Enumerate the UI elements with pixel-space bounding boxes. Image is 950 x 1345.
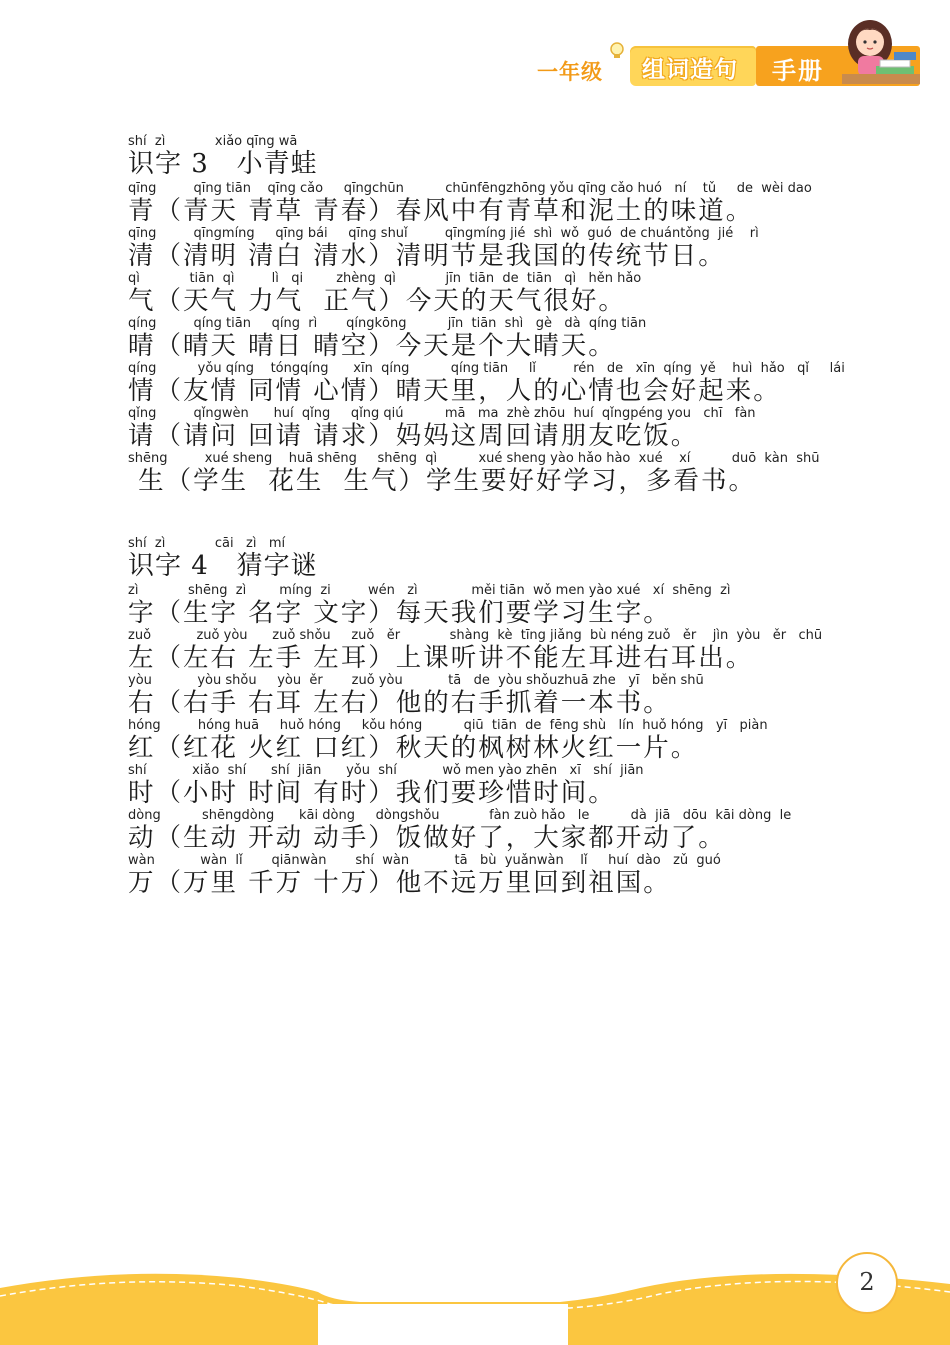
row-hanzi: 红（红花 火红 口红）秋天的枫树林火红一片。 (128, 733, 699, 763)
row-hanzi: 左（左右 左手 左耳）上课听讲不能左耳进右耳出。 (128, 643, 754, 673)
page-header (0, 0, 950, 110)
row-hanzi: 气（天气 力气 正气）今天的天气很好。 (128, 286, 626, 316)
row-pinyin: zì shēng zì míng zi wén zì měi tiān wǒ men yào xué xí shēng zì (128, 583, 731, 598)
word-row (128, 673, 828, 718)
row-pinyin: shēng xué sheng huā shēng shēng qì xué sheng yào hǎo hào xué xí duō kàn shū (128, 451, 820, 466)
book-title: 组词造句 (642, 57, 738, 83)
row-pinyin: qíng yǒu qíng tóngqíng xīn qíng qíng tiān lǐ rén de xīn qíng yě huì hǎo qǐ lái (128, 361, 845, 376)
word-row (128, 718, 828, 763)
word-row (128, 361, 845, 406)
word-row (128, 271, 828, 316)
word-row (128, 853, 828, 898)
footer-wave-decoration (0, 1248, 950, 1345)
lesson-title: 识字 4 猜字谜 (128, 551, 318, 581)
page-number: 2 (859, 1268, 875, 1296)
row-pinyin: qì tiān qì lì qi zhèng qì jīn tiān de tiān qì hěn hǎo (128, 271, 642, 286)
row-pinyin: qíng qíng tiān qíng rì qíngkōng jīn tiān shì gè dà qíng tiān (128, 316, 647, 331)
row-hanzi: 晴（晴天 晴日 晴空）今天是个大晴天。 (128, 331, 616, 361)
word-row (128, 181, 828, 226)
row-pinyin: shí xiǎo shí shí jiān yǒu shí wǒ men yào zhēn xī shí jiān (128, 763, 644, 778)
row-pinyin: qīng qīng tiān qīng cǎo qīngchūn chūnfēngzhōng yǒu qīng cǎo huó ní tǔ de wèi dao (128, 181, 812, 196)
title-pinyin: shí zì cāi zì mí (128, 536, 286, 551)
lesson-title-row (128, 536, 828, 583)
row-hanzi: 清（清明 清白 清水）清明节是我国的传统节日。 (128, 241, 726, 271)
word-row (128, 583, 828, 628)
lesson-title-row (128, 134, 828, 181)
row-hanzi: 右（右手 右耳 左右）他的右手抓着一本书。 (128, 688, 671, 718)
word-row (128, 316, 828, 361)
title-pinyin: shí zì xiǎo qīng wā (128, 134, 298, 149)
grade-label: 一年级 (537, 60, 603, 84)
row-hanzi: 请（请问 回请 请求）妈妈这周回请朋友吃饭。 (128, 421, 699, 451)
lesson-title: 识字 3 小青蛙 (128, 149, 318, 179)
word-row (128, 226, 828, 271)
lightbulb-icon (606, 40, 628, 62)
row-hanzi: 字（生字 名字 文字）每天我们要学习生字。 (128, 598, 671, 628)
row-pinyin: zuǒ zuǒ yòu zuǒ shǒu zuǒ ěr shàng kè tīng jiǎng bù néng zuǒ ěr jìn yòu ěr chū (128, 628, 823, 643)
row-pinyin: qǐng qǐngwèn huí qǐng qǐng qiú mā ma zhè zhōu huí qǐngpéng you chī fàn (128, 406, 756, 421)
row-hanzi: 青（青天 青草 青春）春风中有青草和泥土的味道。 (128, 196, 754, 226)
row-hanzi: 动（生动 开动 动手）饭做好了，大家都开动了。 (128, 823, 726, 853)
row-hanzi: 万（万里 千万 十万）他不远万里回到祖国。 (128, 868, 671, 898)
row-pinyin: wàn wàn lǐ qiānwàn shí wàn tā bù yuǎnwàn lǐ huí dào zǔ guó (128, 853, 721, 868)
lesson-section-4 (128, 536, 828, 898)
word-row (128, 808, 828, 853)
row-hanzi: 时（小时 时间 有时）我们要珍惜时间。 (128, 778, 616, 808)
word-row (128, 763, 828, 808)
book-suffix: 手册 (772, 57, 824, 85)
row-hanzi: 情（友情 同情 心情）晴天里，人的心情也会好起来。 (128, 376, 781, 406)
lesson-section-3 (128, 134, 845, 496)
row-pinyin: dòng shēngdòng kāi dòng dòngshǒu fàn zuò hǎo le dà jiā dōu kāi dòng le (128, 808, 792, 823)
girl-reading-illustration (836, 14, 920, 88)
row-pinyin: yòu yòu shǒu yòu ěr zuǒ yòu tā de yòu shǒuzhuā zhe yī běn shū (128, 673, 704, 688)
row-hanzi: 生（学生 花生 生气）学生要好好学习，多看书。 (128, 466, 757, 496)
word-row (128, 628, 828, 673)
word-row (128, 451, 828, 496)
row-pinyin: hóng hóng huā huǒ hóng kǒu hóng qiū tiān de fēng shù lín huǒ hóng yī piàn (128, 718, 768, 733)
page-number-badge (836, 1252, 898, 1314)
word-row (128, 406, 828, 451)
book-title-banner (630, 46, 756, 86)
row-pinyin: qīng qīngmíng qīng bái qīng shuǐ qīngmíng jié shì wǒ guó de chuántǒng jié rì (128, 226, 759, 241)
